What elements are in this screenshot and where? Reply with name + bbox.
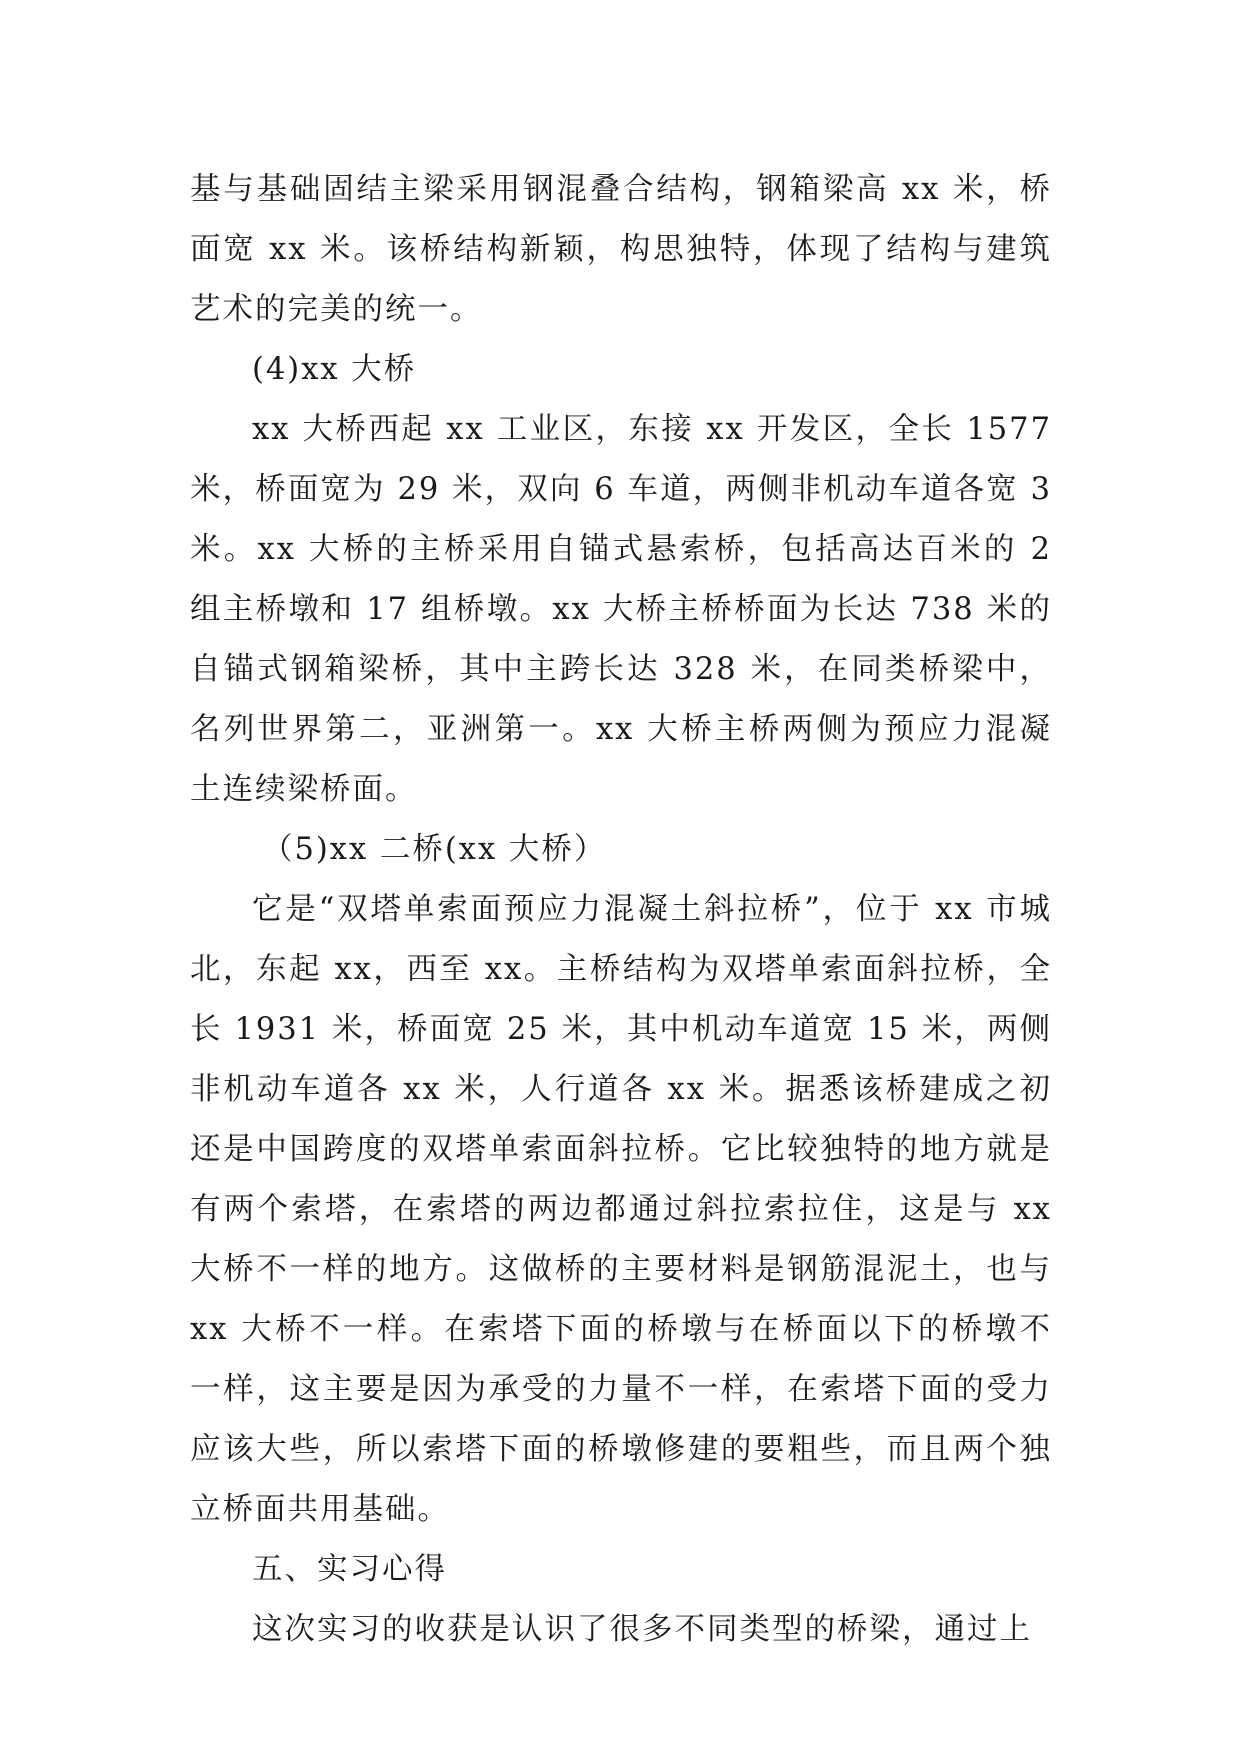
heading-bridge-5: （5)xx 二桥(xx 大桥）	[262, 832, 607, 867]
paragraph-bridge-4: xx 大桥西起 xx 工业区，东接 xx 开发区，全长 1577 米，桥面宽为 29 米，双向 6 车道，两侧非机动车道各宽 3 米。xx 大桥的主桥采用自锚式悬索桥，包括高达百米的 2 组主桥墩和 17 组桥墩。xx 大桥主桥桥面为长达 738 米的自锚式钢箱梁桥，其中主跨长达 328 米，在同类桥梁中，名列世界第二，亚洲第一。xx 大桥主桥两侧为预应力混凝土连续梁桥面。	[190, 412, 1052, 807]
document-body	[190, 160, 1052, 1660]
heading-section-internship-insights: 五、实习心得	[252, 1552, 447, 1587]
paragraph-bridge-5: 它是“双塔单索面预应力混凝土斜拉桥”，位于 xx 市城北，东起 xx，西至 xx。主桥结构为双塔单索面斜拉桥，全长 1931 米，桥面宽 25 米，其中机动车道宽 15 米，两侧非机动车道各 xx 米，人行道各 xx 米。据悉该桥建成之初还是中国跨度的双塔单索面斜拉桥。它比较独特的地方就是有两个索塔，在索塔的两边都通过斜拉索拉住，这是与 xx 大桥不一样的地方。这做桥的主要材料是钢筋混泥土，也与 xx 大桥不一样。在索塔下面的桥墩与在桥面以下的桥墩不一样，这主要是因为承受的力量不一样，在索塔下面的受力应该大些，所以索塔下面的桥墩修建的要粗些，而且两个独立桥面共用基础。	[190, 892, 1052, 1527]
heading-bridge-4: (4)xx 大桥	[252, 352, 417, 387]
paragraph-continuation: 基与基础固结主梁采用钢混叠合结构，钢箱梁高 xx 米，桥面宽 xx 米。该桥结构新颖，构思独特，体现了结构与建筑艺术的完美的统一。	[190, 172, 1052, 327]
paragraph-internship-insights: 这次实习的收获是认识了很多不同类型的桥梁，通过上	[252, 1612, 1032, 1647]
